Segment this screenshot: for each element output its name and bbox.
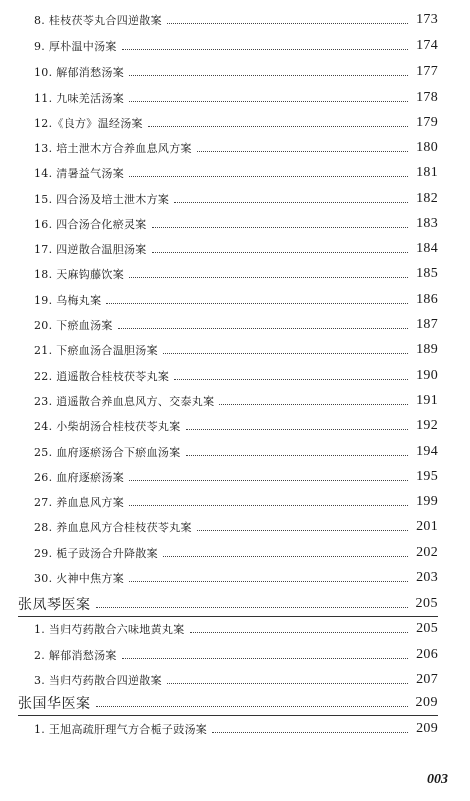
dot-leader: [190, 632, 409, 633]
dot-leader: [148, 126, 408, 127]
toc-entry-page: 199: [416, 494, 438, 509]
toc-entry-title: 20. 下瘀血汤案: [34, 319, 113, 332]
toc-entry-page: 187: [416, 317, 438, 332]
toc-entry-page: 180: [416, 140, 438, 155]
toc-entry[interactable]: [34, 189, 438, 209]
dot-leader: [197, 151, 408, 152]
toc-entry[interactable]: [34, 619, 438, 639]
dot-leader: [129, 480, 408, 481]
toc-entry-page: 209: [416, 721, 438, 736]
dot-leader: [174, 379, 408, 380]
toc-entry[interactable]: [34, 416, 438, 436]
dot-leader: [129, 277, 408, 278]
toc-entry-page: 189: [416, 342, 438, 357]
toc-entry-page: 173: [416, 12, 438, 27]
toc-section-title: 张凤琴医案: [18, 597, 91, 613]
toc-entry[interactable]: [34, 442, 438, 462]
dot-leader: [167, 683, 408, 684]
toc-section-page: 205: [415, 596, 438, 611]
dot-leader: [122, 658, 408, 659]
dot-leader: [152, 252, 408, 253]
dot-leader: [174, 202, 408, 203]
toc-entry[interactable]: [34, 214, 438, 234]
toc-entry-page: 194: [416, 444, 438, 459]
toc-entry-page: 181: [416, 165, 438, 180]
toc-entry-page: 190: [416, 368, 438, 383]
toc-entry-page: 191: [416, 393, 438, 408]
toc-entry-page: 184: [416, 241, 438, 256]
toc-entry[interactable]: [34, 138, 438, 158]
toc-entry-title: 21. 下瘀血汤合温胆汤案: [34, 344, 158, 357]
toc-entry[interactable]: [34, 492, 438, 512]
toc-entry-title: 8. 桂枝茯苓丸合四逆散案: [34, 14, 162, 27]
toc-entry-title: 18. 天麻钩藤饮案: [34, 268, 124, 281]
toc-entry-page: 174: [416, 38, 438, 53]
toc-entry[interactable]: [34, 645, 438, 665]
section-rule: [18, 616, 438, 617]
toc-entry[interactable]: [34, 543, 438, 563]
toc-entry-title: 11. 九味羌活汤案: [34, 92, 124, 105]
toc-entry-title: 19. 乌梅丸案: [34, 294, 102, 307]
toc-entry[interactable]: [34, 391, 438, 411]
dot-leader: [197, 530, 408, 531]
toc-entry-title: 24. 小柴胡汤合桂枝茯苓丸案: [34, 420, 181, 433]
toc-entry-title: 1. 当归芍药散合六味地黄丸案: [34, 623, 185, 636]
toc-entry-title: 10. 解郁消愁汤案: [34, 66, 124, 79]
dot-leader: [129, 581, 408, 582]
toc-entry-page: 179: [416, 115, 438, 130]
toc-entry[interactable]: [34, 10, 438, 30]
toc-entry-title: 1. 王旭高疏肝理气方合栀子豉汤案: [34, 723, 208, 736]
toc-entry[interactable]: [34, 62, 438, 82]
dot-leader: [129, 176, 408, 177]
toc-entry-page: 177: [416, 64, 438, 79]
toc-section-title: 张国华医案: [18, 696, 91, 712]
toc-entry-title: 23. 逍遥散合养血息风方、交泰丸案: [34, 395, 215, 408]
toc-entry-title: 22. 逍遥散合桂枝茯苓丸案: [34, 370, 170, 383]
toc-entry-page: 195: [416, 469, 438, 484]
toc-entry-page: 207: [416, 672, 438, 687]
dot-leader: [167, 23, 408, 24]
dot-leader: [152, 227, 408, 228]
toc-entry[interactable]: [34, 163, 438, 183]
toc-entry[interactable]: [34, 36, 438, 56]
dot-leader: [129, 75, 408, 76]
toc-entry-page: 202: [416, 545, 438, 560]
toc-entry-page: 203: [416, 570, 438, 585]
toc-entry-title: 27. 养血息风方案: [34, 496, 124, 509]
toc-entry-title: 15. 四合汤及培土泄木方案: [34, 193, 170, 206]
dot-leader: [129, 101, 408, 102]
dot-leader: [118, 328, 408, 329]
dot-leader: [96, 607, 409, 608]
toc-section[interactable]: [18, 594, 438, 614]
toc-entry-page: 182: [416, 191, 438, 206]
toc-entry[interactable]: [34, 290, 438, 310]
dot-leader: [186, 455, 409, 456]
toc-entry-title: 9. 厚朴温中汤案: [34, 40, 117, 53]
dot-leader: [212, 732, 408, 733]
toc-entry-page: 192: [416, 418, 438, 433]
toc-section[interactable]: [18, 693, 438, 713]
toc-section-page: 209: [415, 695, 438, 710]
dot-leader: [219, 404, 408, 405]
toc-entry-title: 14. 清暑益气汤案: [34, 167, 124, 180]
toc-entry[interactable]: [34, 670, 438, 690]
toc-entry[interactable]: [34, 264, 438, 284]
toc-entry[interactable]: [34, 366, 438, 386]
section-rule: [18, 715, 438, 716]
toc-entry-page: 183: [416, 216, 438, 231]
toc-entry-title: 3. 当归芍药散合四逆散案: [34, 674, 162, 687]
toc-entry[interactable]: [34, 517, 438, 537]
toc-entry[interactable]: [34, 239, 438, 259]
dot-leader: [163, 556, 408, 557]
toc-entry-title: 28. 养血息风方合桂枝茯苓丸案: [34, 521, 192, 534]
dot-leader: [122, 49, 408, 50]
toc-entry-title: 17. 四逆散合温胆汤案: [34, 243, 147, 256]
toc-entry-page: 186: [416, 292, 438, 307]
toc-entry-title: 13. 培土泄木方合养血息风方案: [34, 142, 192, 155]
toc-entry[interactable]: [34, 568, 438, 588]
dot-leader: [96, 706, 409, 707]
toc-entry[interactable]: [34, 719, 438, 739]
dot-leader: [129, 505, 408, 506]
toc-entry[interactable]: [34, 315, 438, 335]
dot-leader: [106, 303, 408, 304]
toc-entry-title: 16. 四合汤合化瘀灵案: [34, 218, 147, 231]
dot-leader: [186, 429, 409, 430]
toc-entry[interactable]: [34, 340, 438, 360]
dot-leader: [163, 353, 408, 354]
page-number: 003: [427, 772, 448, 787]
toc-entry-title: 2. 解郁消愁汤案: [34, 649, 117, 662]
toc-entry-title: 30. 火神中焦方案: [34, 572, 124, 585]
toc-entry[interactable]: [34, 113, 438, 133]
toc-entry-page: 206: [416, 647, 438, 662]
toc-entry-title: 26. 血府逐瘀汤案: [34, 471, 124, 484]
toc-entry-title: 12.《良方》温经汤案: [34, 117, 143, 130]
toc-entry-title: 29. 栀子豉汤合升降散案: [34, 547, 158, 560]
toc-entry-title: 25. 血府逐瘀汤合下瘀血汤案: [34, 446, 181, 459]
toc-entry-page: 201: [416, 519, 438, 534]
toc-entry-page: 205: [416, 621, 438, 636]
toc-entry[interactable]: [34, 88, 438, 108]
toc-entry-page: 178: [416, 90, 438, 105]
toc-entry[interactable]: [34, 467, 438, 487]
toc-entry-page: 185: [416, 266, 438, 281]
